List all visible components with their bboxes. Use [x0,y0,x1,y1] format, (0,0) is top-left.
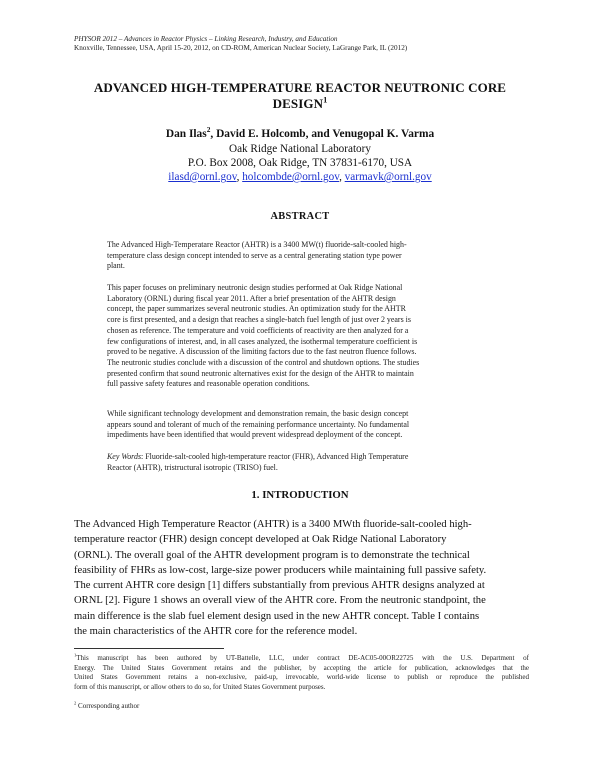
conference-header-line1: PHYSOR 2012 – Advances in Reactor Physics – Linking Research, Industry, and Education [74,35,338,43]
author-emails: ilasd@ornl.gov, holcombde@ornl.gov, varmavk@ornl.gov [168,171,432,183]
footnote-2-mark: 2 [74,700,77,706]
email-link-ilas[interactable]: ilasd@ornl.gov [168,171,237,183]
author-first: Dan Ilas [165,128,207,140]
author-list [0,125,600,140]
abstract-paragraph-1: The Advanced High-Temperatare Reactor (AHTR) is a 3400 MW(t) fluoride-salt-cooled high- temperature class design concept intended to serve as a central generating station type power plant. [107,240,407,271]
title-footnote-mark: 1 [323,94,328,105]
footnote-1-mark: 1 [74,652,77,658]
abstract-heading: ABSTRACT [270,211,330,222]
abstract-paragraph-2: This paper focuses on preliminary neutronic design studies performed at Oak Ridge National Laboratory (ORNL) during fiscal year 2011. After a brief presentation of the AHTR design concept, the paper summarizes several neutronic studies. An optimization study for the AHTR core is first presented, and a design that reaches a single-batch fuel length of just over 2 years is chosen as reference. The temperature and void coefficients of reactivity are then analyzed for a few configurations of interest, and, in all cases analyzed, the isothermal temperature coefficient is proved to be negative. A discussion of the limiting factors due to the fast neutron fluence follows. The neutronic studies conclude with a discussion of the control and shutdown options. The studies presented confirm that sound neutronic alternatives exist for the design of the AHTR to maintain full passive safety features and reasonable operation conditions. [107,283,420,389]
footnote-1: $^1$This manuscript has been authored by UT-Battelle, LLC, under contract DE-AC05-00OR22725 with the U.S. Department of Energy. The United States Government retains and the publisher, by accepting the article for publication, acknowledges that the United States Government retains a non-exclusive, paid-up, irrevocable, world-wide license to publish or reproduce the published form of this manuscript, or allow others to do so, for United States Government purposes. [74,652,529,691]
author-address: P.O. Box 2008, Oak Ridge, TN 37831-6170, USA [187,157,413,169]
email-link-holcomb[interactable]: holcombde@ornl.gov [242,171,340,183]
conference-header-line2: Knoxville, Tennessee, USA, April 15-20, 2012, on CD-ROM, American Nuclear Society, LaGrange Park, IL (2012) [74,44,408,52]
email-link-varma[interactable]: varmavk@ornl.gov [344,171,432,183]
introduction-paragraph: The Advanced High Temperature Reactor (AHTR) is a 3400 MWth fluoride-salt-cooled high- temperature reactor (FHR) design concept developed at Oak Ridge National Laboratory (ORNL). The overall goal of the AHTR development program is to demonstrate the technical feasibility of FHRs as low-cost, large-size power producers while maintaining full passive safety. The current AHTR core design [1] differs substantially from previous AHTR designs analyzed at ORNL [2]. Figure 1 shows an overall view of the AHTR core. From the neutronic standpoint, the main difference is the slab fuel element design used in the new AHTR concept. Table I contains the main characteristics of the AHTR core for the reference model. [74,519,487,638]
footnote-separator [74,648,224,649]
keywords-label: Key Words [107,452,142,461]
abstract-paragraph-3: While significant technology development and demonstration remain, the basic design concept appears sound and tolerant of much of the remaining performance uncertainty. No fundamental impediments have been identified that would prevent widespread deployment of the concept. [107,409,410,440]
author-organization: Oak Ridge National Laboratory [229,143,371,155]
title-line2: DESIGN [272,95,324,111]
footnote-2: $^2$ Corresponding author [74,700,140,710]
paper-title [0,80,600,111]
section-heading-introduction: 1. INTRODUCTION [251,489,349,501]
author-footnote-mark: 2 [206,125,211,135]
author-rest: , David E. Holcomb, and Venugopal K. Varma [210,128,435,140]
keywords: Key Words: Fluoride-salt-cooled high-temperature reactor (FHR), Advanced High Temperature Reactor (AHTR), tristructural isotropic (TRISO) fuel. [107,452,409,472]
title-line1: ADVANCED HIGH-TEMPERATURE REACTOR NEUTRONIC CORE [93,80,507,95]
